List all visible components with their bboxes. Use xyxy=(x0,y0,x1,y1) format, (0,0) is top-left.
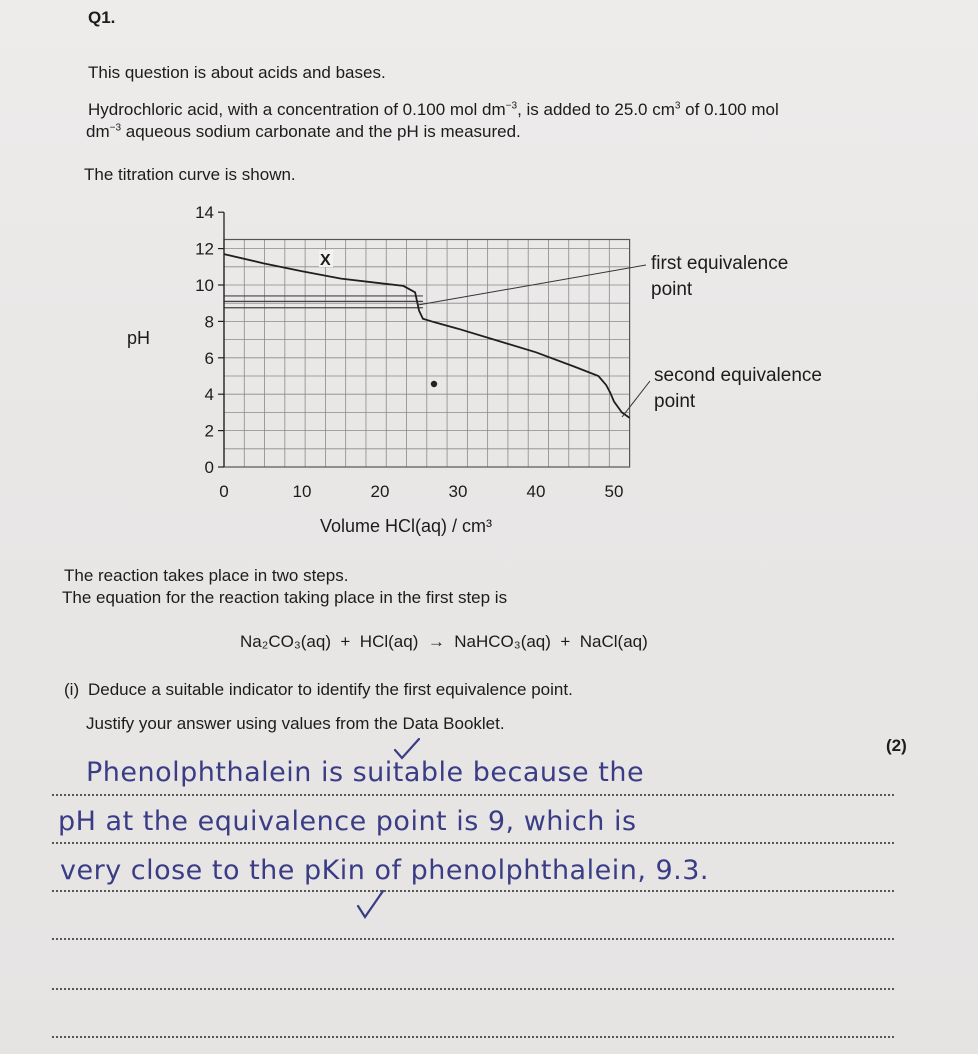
y-tick-label: 14 xyxy=(195,203,214,223)
second-equivalence-label-2: point xyxy=(654,391,696,412)
x-axis-label: Volume HCl(aq) / cm³ xyxy=(320,516,493,536)
answer-line xyxy=(52,842,894,844)
intro-text: This question is about acids and bases. xyxy=(88,63,386,82)
y-tick-label: 10 xyxy=(195,276,214,295)
marks-available: (2) xyxy=(886,736,907,755)
steps-line-2: The equation for the reaction taking place in the first step is xyxy=(62,588,508,607)
x-tick-label: 20 xyxy=(370,482,390,501)
answer-line xyxy=(52,1036,894,1038)
answer-line xyxy=(52,890,894,892)
first-equivalence-label-2: point xyxy=(651,279,693,300)
handwritten-answer-line-1: Phenolphthalein is suitable because the xyxy=(86,757,645,788)
question-number: Q1. xyxy=(88,8,116,27)
x-tick-label: 50 xyxy=(604,482,624,501)
titration-chart xyxy=(110,195,870,550)
y-tick-label: 12 xyxy=(195,239,214,259)
stem-line-2 xyxy=(86,122,521,142)
part-i-justify: Justify your answer using values from the Data Booklet. xyxy=(86,714,505,733)
unit-exponent: −3 xyxy=(109,122,122,134)
y-tick-label: 6 xyxy=(204,348,214,368)
stem-line-1-c: of 0.100 mol xyxy=(680,100,779,119)
x-mark xyxy=(319,250,333,269)
annotation-x: X xyxy=(320,252,331,269)
answer-line xyxy=(52,988,894,990)
chart-axes xyxy=(218,212,224,467)
second-equivalence-label: second equivalence xyxy=(654,365,822,386)
x-tick-label: 0 xyxy=(219,482,229,501)
y-tick-label: 2 xyxy=(204,421,214,441)
chart-tick-labels xyxy=(195,203,623,501)
stem-line-1 xyxy=(88,100,779,120)
answer-line xyxy=(52,794,894,796)
answer-line xyxy=(52,938,894,940)
x-tick-label: 10 xyxy=(292,482,312,501)
stem-line-2-b: aqueous sodium carbonate and the pH is measured. xyxy=(121,122,521,141)
x-tick-label: 30 xyxy=(448,482,468,501)
y-tick-label: 0 xyxy=(204,458,214,477)
second-equivalence-pointer xyxy=(622,381,650,417)
pencil-dot xyxy=(431,381,437,387)
stem-line-2-a: dm xyxy=(86,122,110,141)
part-i-text: Deduce a suitable indicator to identify the first equivalence point. xyxy=(88,680,573,699)
unit-exponent: 3 xyxy=(674,100,681,112)
unit-exponent: −3 xyxy=(505,100,518,112)
x-tick-label: 40 xyxy=(526,482,546,501)
part-i-label: (i) xyxy=(64,680,80,699)
first-equivalence-label: first equivalence xyxy=(651,253,789,274)
stem-line-1-a: Hydrochloric acid, with a concentration of 0.100 mol dm xyxy=(88,100,506,119)
chart-grid xyxy=(224,240,630,468)
steps-line-1: The reaction takes place in two steps. xyxy=(64,566,349,585)
y-tick-label: 4 xyxy=(204,385,214,405)
chemical-equation: Na₂CO₃(aq) + HCl(aq) → NaHCO₃(aq) + NaCl(aq) xyxy=(240,632,648,651)
handwritten-answer-line-2: pH at the equivalence point is 9, which is xyxy=(58,806,637,837)
stem-line-1-b: , is added to 25.0 cm xyxy=(517,100,675,119)
handwritten-answer-line-3: very close to the pKin of phenolphthalein, 9.3. xyxy=(60,855,710,886)
y-tick-label: 8 xyxy=(204,312,214,332)
curve-intro: The titration curve is shown. xyxy=(84,165,296,184)
y-axis-label: pH xyxy=(127,328,151,348)
